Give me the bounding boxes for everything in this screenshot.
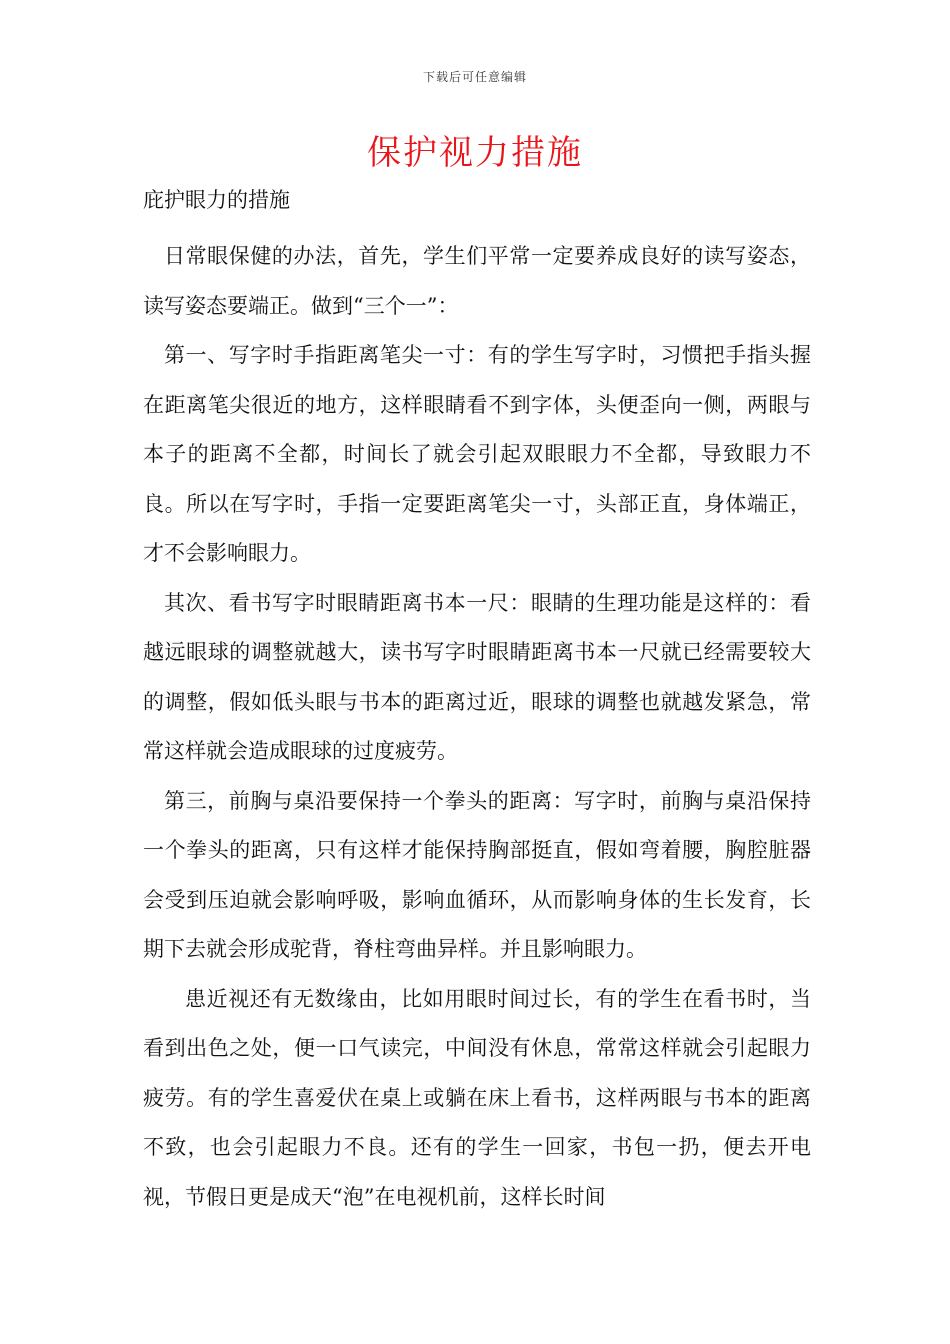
paragraph-other-causes: 患近视还有无数缘由，比如用眼时间过长，有的学生在看书时，当看到出色之处，便一口气读完，中间没有休息，常常这样就会引起眼力疲劳。有的学生喜爱伏在桌上或躺在床上看书，这样两眼与书本的距离不致，也会引起眼力不良。还有的学生一回家，书包一扔，便去开电视，节假日更是成天“泡”在电视机前，这样长时间	[143, 986, 811, 1209]
paragraph-third-rule: 第三，前胸与桌沿要保持一个拳头的距离：写字时，前胸与桌沿保持一个拳头的距离，只有这样才能保持胸部挺直，假如弯着腰，胸腔脏器会受到压迫就会影响呼吸，影响血循环，从而影响身体的生长发育，长期下去就会形成驼背，脊柱弯曲异样。并且影响眼力。	[143, 788, 811, 961]
document-subtitle: 庇护眼力的措施	[143, 188, 290, 212]
paragraph-second-rule: 其次、看书写字时眼睛距离书本一尺：眼睛的生理功能是这样的：看越远眼球的调整就越大，读书写字时眼睛距离书本一尺就已经需要较大的调整，假如低头眼与书本的距离过近，眼球的调整也就越发紧急，常常这样就会造成眼球的过度疲劳。	[143, 590, 811, 763]
document-body	[143, 232, 811, 1222]
paragraph-first-rule: 第一、写字时手指距离笔尖一寸：有的学生写字时，习惯把手指头握在距离笔尖很近的地方，这样眼睛看不到字体，头便歪向一侧，两眼与本子的距离不全都，时间长了就会引起双眼眼力不全都，导致眼力不良。所以在写字时，手指一定要距离笔尖一寸，头部正直，身体端正，才不会影响眼力。	[143, 343, 811, 565]
page-header-note: 下载后可任意编辑	[422, 70, 527, 84]
paragraph-intro: 日常眼保健的办法，首先，学生们平常一定要养成良好的读写姿态，读写姿态要端正。做到“三个一”：	[143, 244, 811, 318]
document-title: 保护视力措施	[367, 133, 583, 173]
